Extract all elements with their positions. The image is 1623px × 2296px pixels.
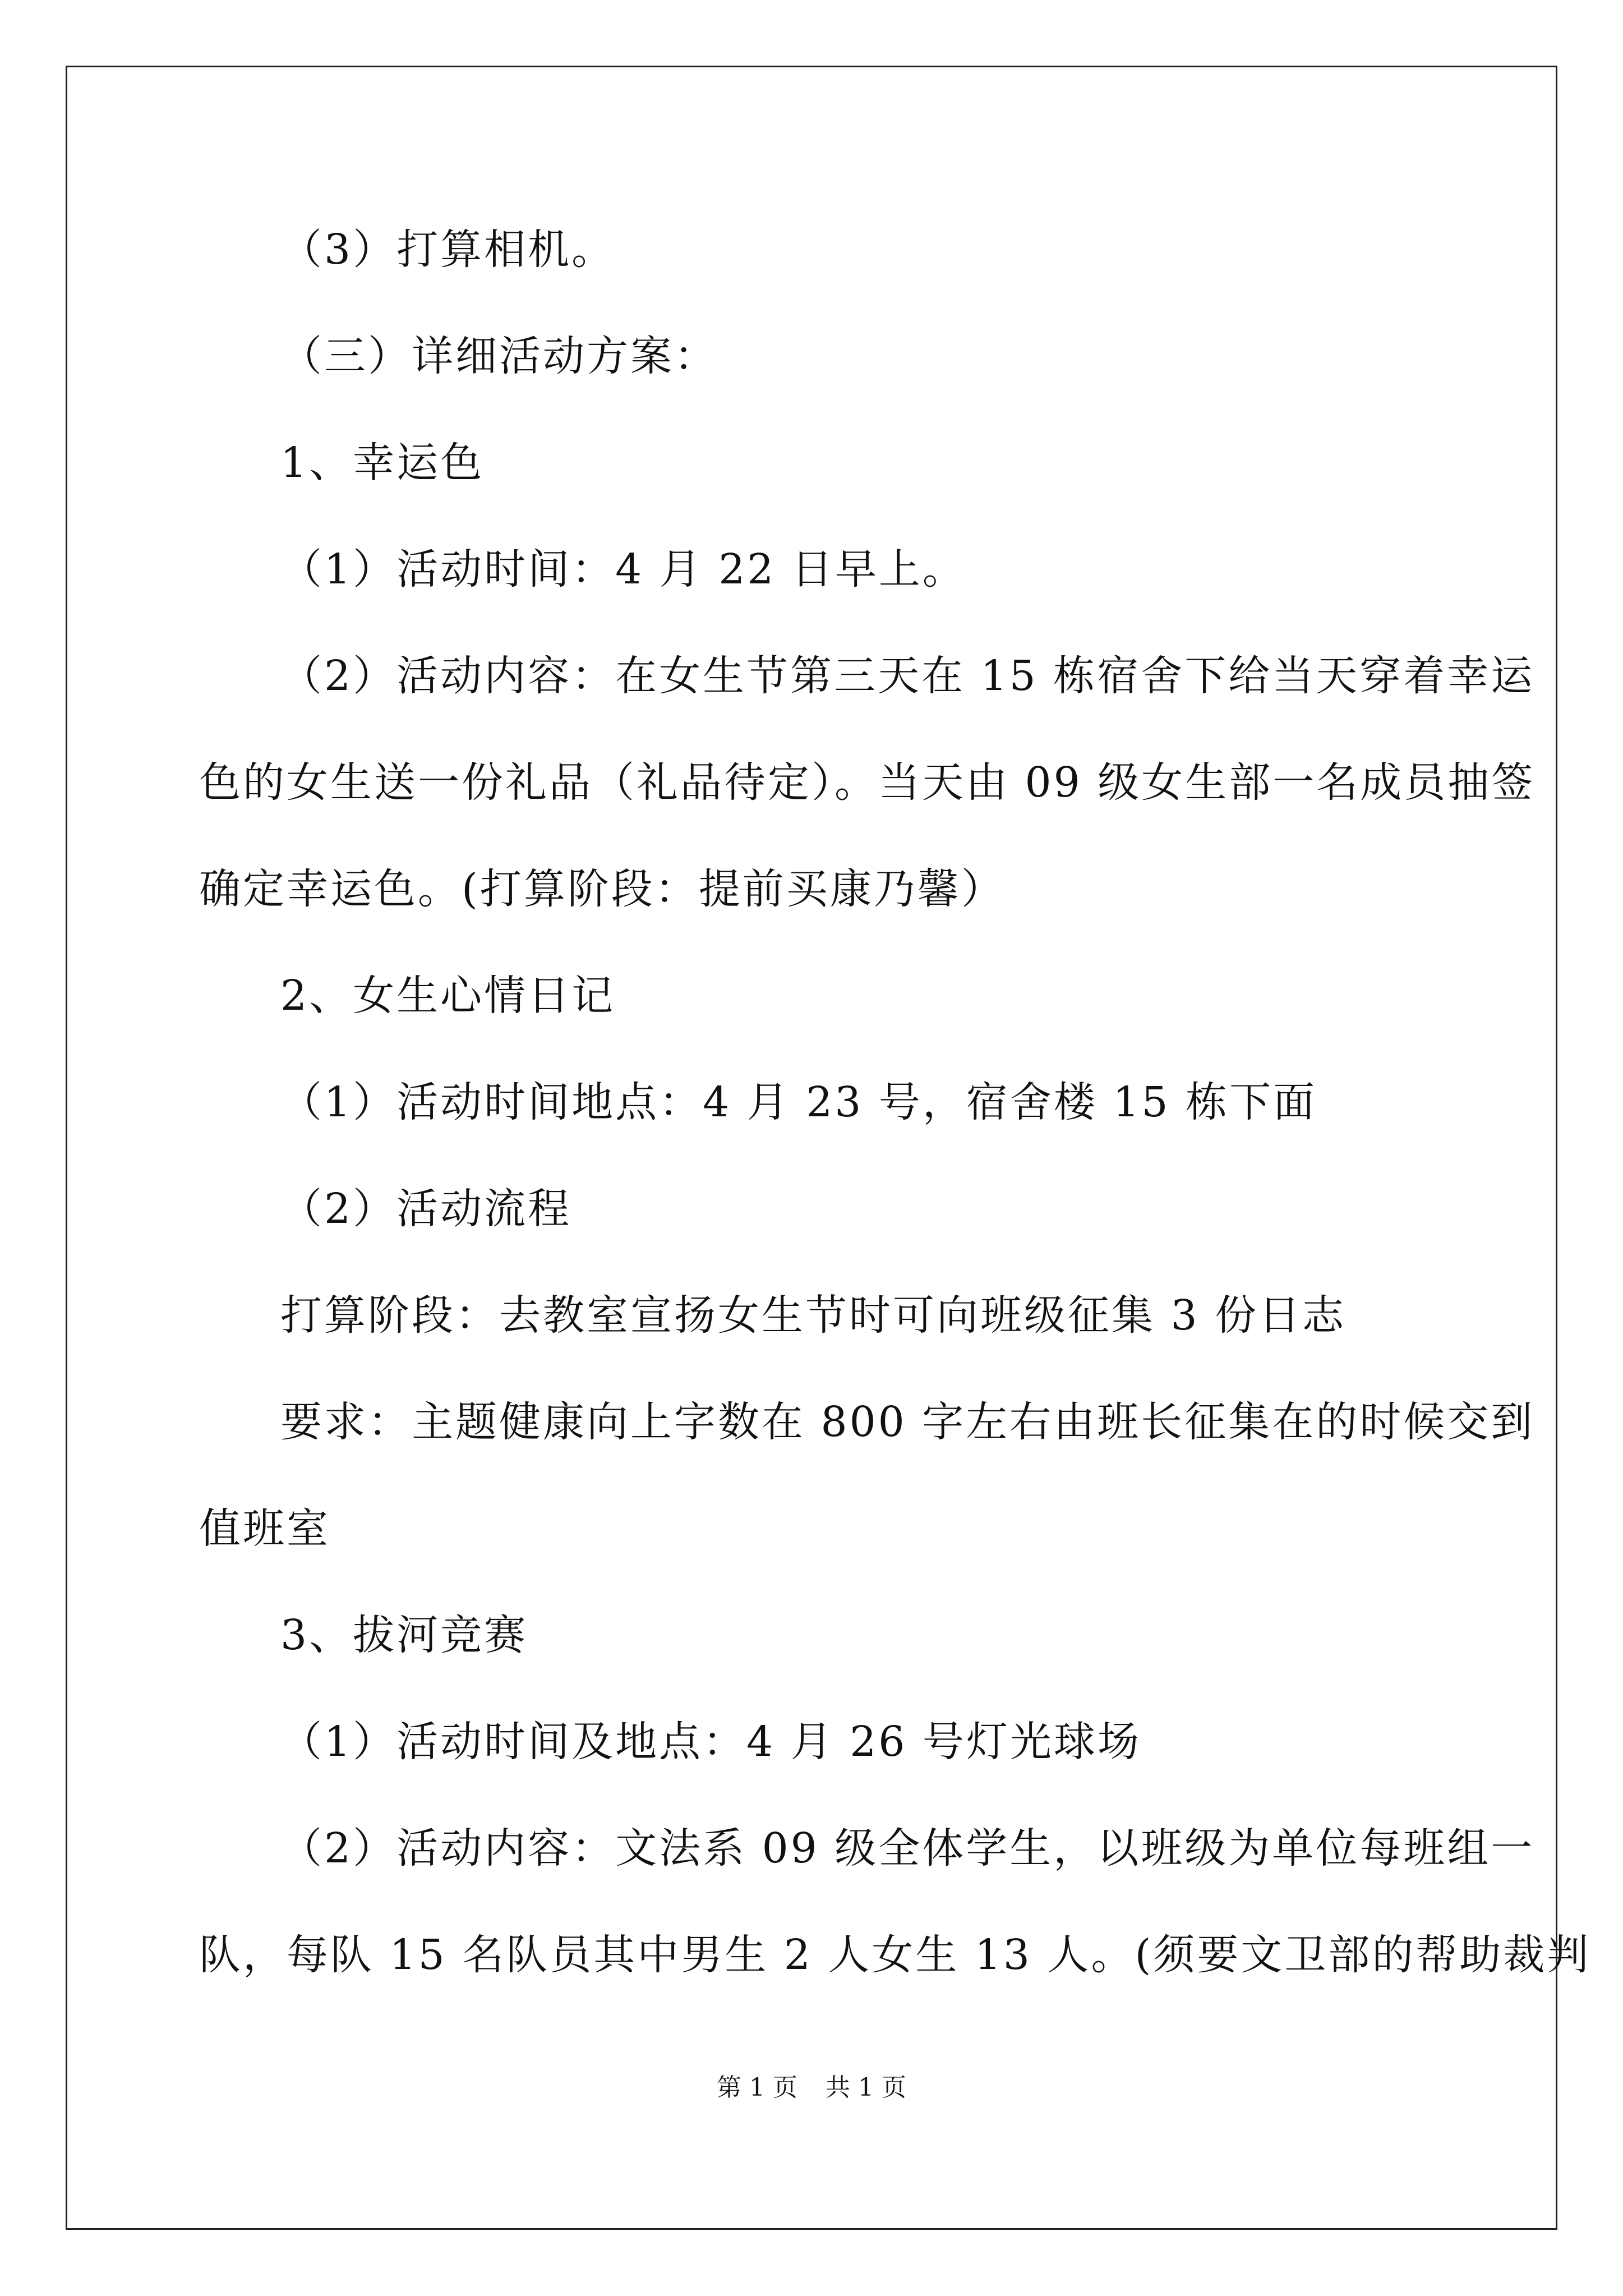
page-number: 第 1 页 [717,2073,797,2102]
text-line: 确定幸运色。(打算阶段：提前买康乃馨） [199,865,1005,913]
text-line: （2）活动内容：文法系 09 级全体学生，以班级为单位每班组一 [280,1824,1535,1872]
text-line: 色的女生送一份礼品（礼品待定）。当天由 09 级女生部一名成员抽签 [199,758,1536,807]
text-line: （2）活动内容：在女生节第三天在 15 栋宿舍下给当天穿着幸运 [280,652,1535,700]
text-line: （1）活动时间地点：4 月 23 号，宿舍楼 15 栋下面 [280,1078,1317,1126]
text-line: （2）活动流程 [280,1185,572,1233]
text-line: 要求：主题健康向上字数在 800 字左右由班长征集在的时候交到 [280,1398,1535,1446]
text-line: 队，每队 15 名队员其中男生 2 人女生 13 人。(须要文卫部的帮助裁判 [199,1931,1591,1979]
page-footer [0,2071,1623,2105]
text-line: （1）活动时间及地点：4 月 26 号灯光球场 [280,1718,1141,1766]
page-total: 共 1 页 [826,2073,906,2102]
text-line: （三）详细活动方案： [280,332,718,380]
text-line: 3、拔河竞赛 [280,1611,528,1659]
page-border [66,66,1557,2230]
text-line: （1）活动时间：4 月 22 日早上。 [280,545,966,593]
text-line: 打算阶段：去教室宣扬女生节时可向班级征集 3 份日志 [280,1291,1347,1340]
text-line: （3）打算相机。 [280,226,616,274]
text-line: 1、幸运色 [280,439,485,487]
text-line: 值班室 [199,1504,330,1553]
text-line: 2、女生心情日记 [280,972,616,1020]
